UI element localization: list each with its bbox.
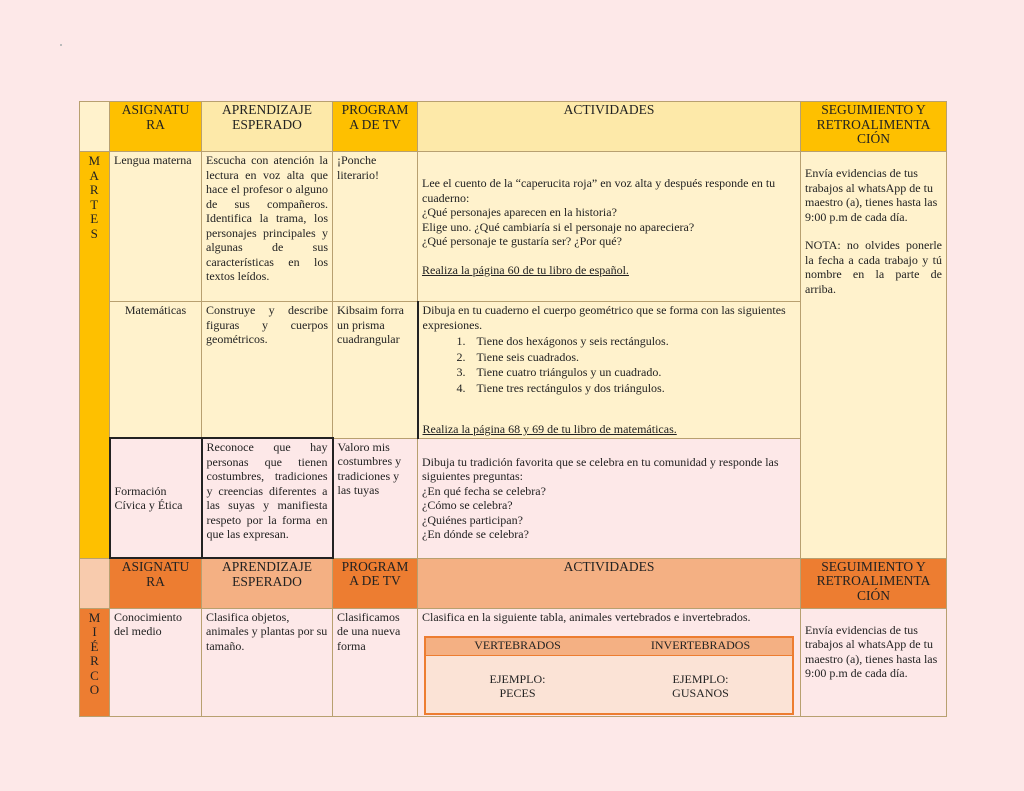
- tv-program-cell: ¡Ponche literario!: [333, 152, 418, 302]
- tv-program-cell: Clasificamos de una nueva forma: [333, 608, 418, 716]
- day-label-wednesday: M I É R C O: [80, 608, 110, 716]
- header-activities: ACTIVIDADES: [418, 558, 801, 608]
- invertebrates-example: EJEMPLO: GUSANOS: [672, 671, 729, 700]
- activity-cell: Dibuja tu tradición favorita que se celebra en tu comunidad y responde las siguientes preguntas: ¿En qué fecha se celebra? ¿Cómo se celebra? ¿Quiénes participan? ¿En dónde se celebra?: [418, 438, 801, 558]
- tuesday-row-lengua: [80, 152, 947, 302]
- tv-program-cell: Valoro mis costumbres y tradiciones y las tuyas: [333, 438, 418, 558]
- wednesday-row-conocimiento: [80, 608, 947, 716]
- subject-cell: Matemáticas: [110, 302, 202, 439]
- header-followup: SEGUIMIENTO Y RETROALIMENTA CIÓN: [801, 558, 947, 608]
- activity-task: Realiza la página 60 de tu libro de español.: [422, 262, 629, 277]
- header-activities: ACTIVIDADES: [418, 102, 801, 152]
- vertebrates-example: EJEMPLO: PECES: [489, 671, 546, 700]
- header-corner: [80, 102, 110, 152]
- header-followup: SEGUIMIENTO Y RETROALIMENTA CIÓN: [801, 102, 947, 152]
- lesson-plan-table: [79, 101, 947, 717]
- activity-task: Realiza la página 68 y 69 de tu libro de matemáticas.: [422, 422, 677, 436]
- invertebrates-header: INVERTEBRADOS: [650, 638, 751, 652]
- learning-cell: Reconoce que hay personas que tienen costumbres, tradiciones y creencias diferentes a las suyas y manifiesta respeto por la forma en que las expresan.: [202, 438, 333, 558]
- header-tv: PROGRAM A DE TV: [333, 102, 418, 152]
- learning-cell: Construye y describe figuras y cuerpos geométricos.: [202, 302, 333, 439]
- subject-cell: Lengua materna: [110, 152, 202, 302]
- vertebrates-header: VERTEBRADOS: [474, 638, 561, 652]
- header-subject: ASIGNATU RA: [110, 102, 202, 152]
- header-tv: PROGRAM A DE TV: [333, 558, 418, 608]
- tv-program-cell: Kibsaim forra un prisma cuadrangular: [333, 302, 418, 439]
- page-speck: [60, 44, 62, 46]
- day-label-tuesday: M A R T E S: [80, 152, 110, 559]
- header-learning: APRENDIZAJE ESPERADO: [202, 558, 333, 608]
- activity-cell: Dibuja en tu cuaderno el cuerpo geométrico que se forma con las siguientes expresiones. 1. Tiene dos hexágonos y seis rectángulos. 2. Tiene seis cuadrados. 3. Tiene cuatro triángulos y un cuadrado. 4. Tiene tres rectángulos y dos triángulos. Realiza la página 68 y 69 de tu libro de matemáticas.: [418, 302, 801, 439]
- header-learning: APRENDIZAJE ESPERADO: [202, 102, 333, 152]
- activity-cell: Clasifica en la siguiente tabla, animales vertebrados e invertebrados. VERTEBRADOS INVERTEBRADOS EJEMPLO: PECES EJEMPLO: GUSANOS: [418, 608, 801, 716]
- activity-list: 1. Tiene dos hexágonos y seis rectángulos. 2. Tiene seis cuadrados. 3. Tiene cuatro triángulos y un cuadrado. 4. Tiene tres rectángulos y dos triángulos.: [423, 334, 797, 396]
- header-corner: [80, 558, 110, 608]
- header-row-wednesday: [80, 558, 947, 608]
- header-row-tuesday: [80, 102, 947, 152]
- classification-table: [424, 636, 794, 715]
- activity-cell: Lee el cuento de la “caperucita roja” en voz alta y después responde en tu cuaderno: ¿Qué personajes aparecen en la historia? Elige uno. ¿Qué cambiaría si el personaje no apareciera? ¿Qué personaje te gustaría ser? ¿Por qué? Realiza la página 60 de tu libro de español.: [418, 152, 801, 302]
- followup-cell-tuesday: Envía evidencias de tus trabajos al whatsApp de tu maestro (a), tienes hasta las 9:00 p.m de cada día. NOTA: no olvides ponerle la fecha a cada trabajo y tú nombre en la parte de arriba.: [801, 152, 947, 559]
- subject-cell: Formación Cívica y Ética: [110, 438, 202, 558]
- learning-cell: Clasifica objetos, animales y plantas por su tamaño.: [202, 608, 333, 716]
- subject-cell: Conocimiento del medio: [110, 608, 202, 716]
- learning-cell: Escucha con atención la lectura en voz alta que hace el profesor o alguno de sus compañeros. Identifica la trama, los personajes principales y algunas de sus características en los textos leídos.: [202, 152, 333, 302]
- followup-note: NOTA: no olvides ponerle la fecha a cada trabajo y tú nombre en la parte de arriba.: [805, 238, 942, 296]
- followup-cell-wednesday: Envía evidencias de tus trabajos al whatsApp de tu maestro (a), tienes hasta las 9:00 p.m de cada día.: [801, 608, 947, 716]
- header-subject: ASIGNATU RA: [110, 558, 202, 608]
